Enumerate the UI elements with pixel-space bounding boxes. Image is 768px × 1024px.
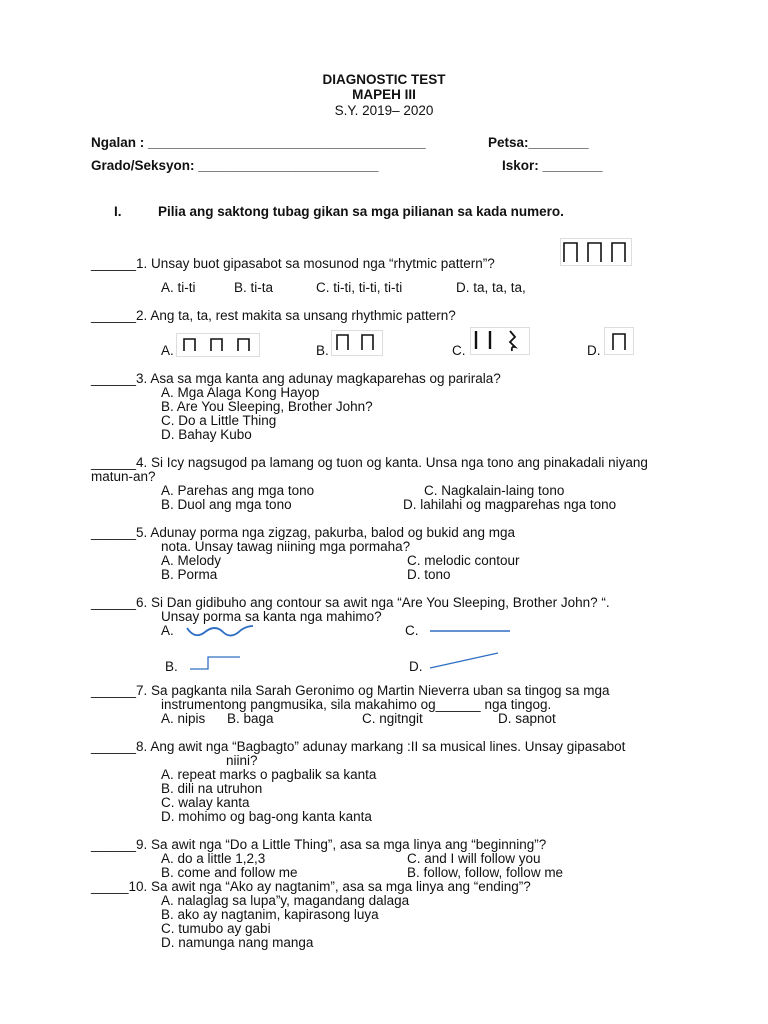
q6-option-b: B.	[165, 659, 178, 674]
q2-stem: ______2. Ang ta, ta, rest makita sa unsang rhythmic pattern?	[91, 308, 456, 323]
date-field: Petsa:________	[488, 135, 589, 150]
step-contour-icon	[188, 654, 244, 672]
q5-stem-line1: ______5. Adunay porma nga zigzag, pakurba, balod og bukid ang mga	[91, 525, 516, 540]
name-field: Ngalan : _____________________________________	[91, 135, 426, 150]
q3-stem: ______3. Asa sa mga kanta ang adunay magkaparehas og parirala?	[91, 371, 501, 386]
q4-option-a: A. Parehas ang mga tono	[161, 483, 315, 498]
school-year: S.Y. 2019– 2020	[334, 103, 434, 118]
grade-section-field: Grado/Seksyon: ________________________	[91, 158, 379, 173]
q2-option-d: D.	[587, 343, 601, 358]
wave-contour-icon	[185, 622, 255, 642]
flat-line-contour-icon	[428, 624, 512, 636]
ta-ta-ta-note-icon	[560, 238, 632, 266]
q8-option-d: D. mohimo og bag-ong kanta kanta	[161, 809, 372, 824]
q5-option-a: A. Melody	[161, 553, 222, 568]
q8-option-b: B. dili na utruhon	[161, 781, 263, 796]
page-subject: MAPEH III	[352, 87, 416, 102]
q8-stem-line2: niini?	[226, 753, 258, 768]
page-title: DIAGNOSTIC TEST	[322, 72, 446, 87]
q2-option-a: A.	[161, 343, 174, 358]
q4-option-b: B. Duol ang mga tono	[161, 497, 292, 512]
q1-option-c: C. ti-ti, ti-ti, ti-ti	[316, 280, 403, 295]
q6-option-c: C.	[405, 623, 419, 638]
q1-option-d: D. ta, ta, ta,	[456, 280, 526, 295]
ta-ta-rest-icon	[470, 327, 530, 355]
q7-option-b: B. baga	[227, 711, 274, 726]
q7-option-d: D. sapnot	[498, 711, 556, 726]
score-field: Iskor: ________	[502, 158, 603, 173]
q5-option-c: C. melodic contour	[407, 553, 520, 568]
q4-option-d: D. lahilahi og magparehas nga tono	[403, 497, 617, 512]
q7-option-a: A. nipis	[161, 711, 206, 726]
q10-stem: _____10. Sa awit nga “Ako ay nagtanim”, asa sa mga linya ang “ending”?	[91, 879, 531, 894]
q3-option-d: D. Bahay Kubo	[161, 427, 252, 442]
instruction-text: Pilia ang saktong tubag gikan sa mga pilianan sa kada numero.	[158, 204, 564, 219]
q2-option-c: C.	[452, 343, 466, 358]
q9-option-d: B. follow, follow, follow me	[407, 865, 564, 880]
section-number: I.	[114, 204, 122, 219]
q6-option-a: A.	[161, 623, 174, 638]
q10-option-d: D. namunga nang manga	[161, 935, 314, 950]
ta-ta-ta-note-icon	[176, 333, 260, 357]
q4-stem-line2: matun-an?	[91, 469, 156, 484]
q9-option-b: B. come and follow me	[161, 865, 298, 880]
q6-stem-line2: Unsay porma sa kanta nga mahimo?	[161, 609, 382, 624]
q6-stem-line1: ______6. Si Dan gidibuho ang contour sa awit nga “Are You Sleeping, Brother John? “.	[91, 595, 610, 610]
q7-option-c: C. ngitngit	[362, 711, 423, 726]
q4-stem-line1: ______4. Si Icy nagsugod pa lamang og tuon og kanta. Unsa nga tono ang pinakadali niyang	[91, 455, 648, 470]
q5-option-b: B. Porma	[161, 567, 218, 582]
ta-ta-note-icon	[331, 330, 383, 356]
q3-option-b: B. Are You Sleeping, Brother John?	[161, 399, 373, 414]
q1-stem: ______1. Unsay buot gipasabot sa mosunod nga “rhytmic pattern”?	[91, 256, 495, 271]
q5-option-d: D. tono	[407, 567, 451, 582]
q9-option-c: C. and I will follow you	[407, 851, 541, 866]
q6-option-d: D.	[409, 659, 423, 674]
q10-option-a: A. nalaglag sa lupa”y, magandang dalaga	[161, 893, 410, 908]
q3-option-c: C. Do a Little Thing	[161, 413, 277, 428]
q7-stem-line2: instrumentong pangmusika, sila makahimo og______ nga tingog.	[161, 697, 552, 712]
q9-option-a: A. do a little 1,2,3	[161, 851, 266, 866]
q9-stem: ______9. Sa awit nga “Do a Little Thing”, asa sa mga linya ang “beginning”?	[91, 837, 547, 852]
q2-option-b: B.	[316, 343, 329, 358]
q1-option-a: A. ti-ti	[161, 280, 196, 295]
q5-stem-line2: nota. Unsay tawag niining mga pormaha?	[161, 539, 411, 554]
q3-option-a: A. Mga Alaga Kong Hayop	[161, 385, 320, 400]
q8-stem-line1: ______8. Ang awit nga “Bagbagto” adunay markang :II sa musical lines. Unsay gipasabot	[91, 739, 626, 754]
q1-option-b: B. ti-ta	[234, 280, 274, 295]
q10-option-c: C. tumubo ay gabi	[161, 921, 271, 936]
q7-stem-line1: ______7. Sa pagkanta nila Sarah Geronimo og Martin Nieverra uban sa tingog sa mga	[91, 683, 610, 698]
q8-option-c: C. walay kanta	[161, 795, 250, 810]
q4-option-c: C. Nagkalain-laing tono	[424, 483, 565, 498]
ascending-line-contour-icon	[428, 650, 502, 672]
q8-option-a: A. repeat marks o pagbalik sa kanta	[161, 767, 377, 782]
q10-option-b: B. ako ay nagtanim, kapirasong luya	[161, 907, 379, 922]
ta-note-icon	[604, 327, 634, 355]
